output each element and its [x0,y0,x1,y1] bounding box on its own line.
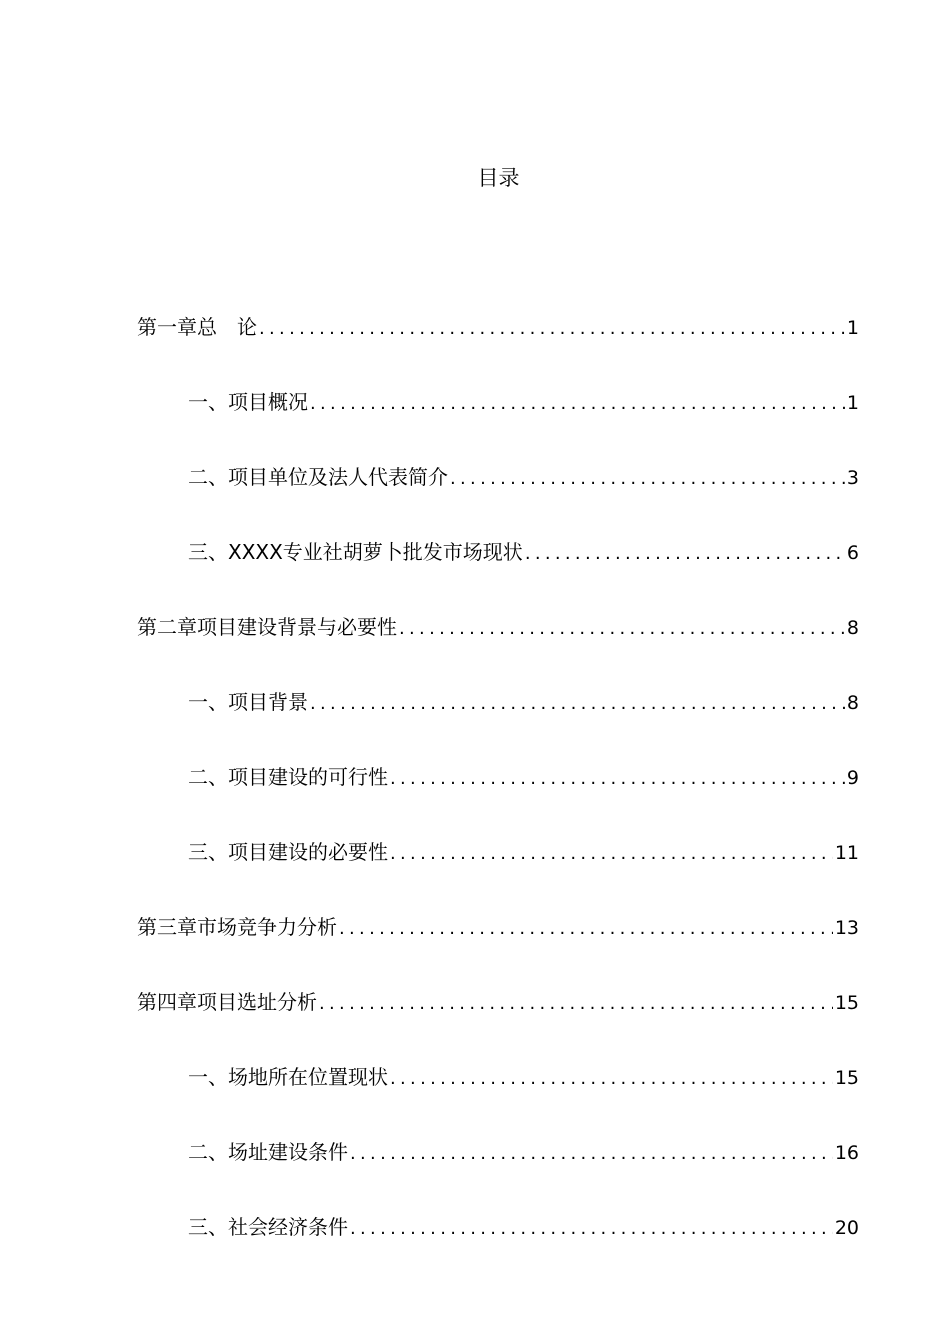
toc-entry-4-3[interactable] [188,1210,859,1244]
entry-text: 项目建设背景与必要性 [197,615,397,639]
page-number: 9 [846,767,859,789]
page-number: 20 [834,1217,859,1239]
toc-entry-1-2[interactable] [188,460,859,494]
toc-entry-4-1[interactable] [188,1060,859,1094]
dot-leader [450,462,845,496]
dot-leader [259,312,845,346]
dot-leader [525,537,845,571]
page-number: 8 [846,617,859,639]
toc-entry-chapter-2[interactable] [137,610,859,644]
chapter-number: 第三章 [137,915,197,939]
page-number: 1 [846,392,859,414]
dot-leader [390,1062,833,1096]
entry-text: 一、项目概况 [188,390,308,414]
toc-entry-chapter-1[interactable] [137,310,859,344]
page-number: 15 [834,992,859,1014]
toc-entry-chapter-3[interactable] [137,910,859,944]
entry-text: 总 论 [197,315,257,339]
entry-text: 一、项目背景 [188,690,308,714]
entry-text: 一、场地所在位置现状 [188,1065,388,1089]
page-number: 8 [846,692,859,714]
dot-leader [390,837,833,871]
chapter-number: 第二章 [137,615,197,639]
toc-title: 目录 [477,166,520,190]
toc-entry-4-2[interactable] [188,1135,859,1169]
entry-text: 项目选址分析 [197,990,317,1014]
toc-entry-2-2[interactable] [188,760,859,794]
page-number: 13 [834,917,859,939]
entry-text: 三、社会经济条件 [188,1215,348,1239]
dot-leader [350,1137,833,1171]
page-number: 6 [846,542,859,564]
page-number: 15 [834,1067,859,1089]
page-number: 1 [846,317,859,339]
dot-leader [310,387,845,421]
dot-leader [310,687,845,721]
entry-text: 三、项目建设的必要性 [188,840,388,864]
dot-leader [350,1212,833,1246]
page-number: 11 [834,842,859,864]
dot-leader [339,912,833,946]
toc-entry-2-1[interactable] [188,685,859,719]
entry-text: 二、项目单位及法人代表简介 [188,465,448,489]
entry-text: 二、场址建设条件 [188,1140,348,1164]
toc-entry-1-1[interactable] [188,385,859,419]
dot-leader [399,612,845,646]
toc-entry-2-3[interactable] [188,835,859,869]
page-number: 3 [846,467,859,489]
chapter-number: 第一章 [137,315,197,339]
toc-entry-chapter-4[interactable] [137,985,859,1019]
dot-leader [319,987,833,1021]
entry-text: 市场竞争力分析 [197,915,337,939]
page-number: 16 [834,1142,859,1164]
dot-leader [390,762,845,796]
toc-entry-1-3[interactable] [188,535,859,569]
entry-text: 三、XXXX专业社胡萝卜批发市场现状 [188,540,523,564]
chapter-number: 第四章 [137,990,197,1014]
entry-text: 二、项目建设的可行性 [188,765,388,789]
